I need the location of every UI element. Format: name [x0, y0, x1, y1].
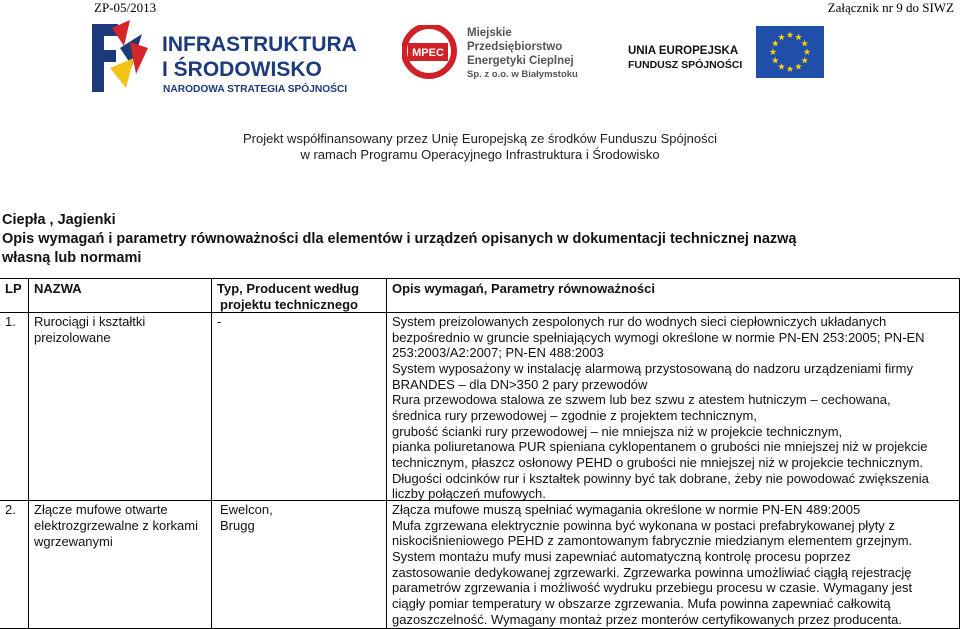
row-1-nazwa-line-1: Rurociągi i kształtki: [34, 314, 146, 329]
opis-line: liczby połączeń mufowych.: [392, 486, 546, 502]
opis-line: System montażu mufy musi zapewniać automatyczną kontrolę procesu poprzez: [392, 548, 851, 564]
header-nazwa: NAZWA: [34, 281, 82, 296]
opis-line: bezpośrednio w gruncie spełniających wymogi określone w normie PN-EN 253:2005; PN-EN: [392, 329, 925, 345]
fe-line-2: I ŚRODOWISKO: [162, 58, 322, 81]
opis-line: zastosowanie dedykowanej zgrzewarki. Zgrzewarka powinna umożliwiać ciągłą rejestrację: [392, 564, 912, 580]
opis-line: średnica rury przewodowej – zgodnie z projektem technicznym,: [392, 407, 757, 423]
opis-line: ciągły pomiar temperatury w obszarze zgrzewania. Mufa powinna zapewniać całkowitą: [392, 595, 891, 611]
opis-line: System wyposażony w instalację alarmową przystosowaną do nadzoru urządzeniami firmy: [392, 360, 913, 376]
mpec-line-2: Przedsiębiorstwo: [467, 41, 563, 53]
row-1-nazwa-line-2: preizolowane: [34, 330, 111, 345]
row-2-typ-line-2: Brugg: [220, 518, 255, 533]
mpec-logo: [402, 25, 592, 83]
opis-line: technicznym, płaszcz osłonowy PEHD o grubości nie mniejszej niż w projekcie technicznym.: [392, 454, 924, 470]
document-title-location: Ciepła , Jagienki: [2, 212, 116, 228]
opis-line: System preizolowanych zespolonych rur do wodnych sieci ciepłowniczych układanych: [392, 314, 887, 329]
ue-line-1: UNIA EUROPEJSKA: [628, 45, 739, 57]
header-typ-line-1: Typ, Producent według: [217, 281, 360, 296]
opis-line: Rura przewodowa stalowa ze szwem lub bez szwu z atestem hutniczym – cechowana,: [392, 392, 891, 408]
header-lp: LP: [5, 281, 22, 296]
attachment-label: Załącznik nr 9 do SIWZ: [827, 0, 954, 15]
opis-line: 253:2003/A2:2007; PN-EN 488:2003: [392, 345, 604, 361]
opis-line: niskocišnieniowego PEHD z zamontowanym fabrycznie miedzianym elementem grzejnym.: [392, 533, 913, 549]
header-typ-line-2: projektu technicznego: [220, 297, 358, 312]
row-2-nazwa-line-1: Złącze mufowe otwarte: [34, 502, 168, 517]
mpec-line-4: Sp. z o.o. w Białymstoku: [467, 69, 578, 80]
row-2-nazwa-line-2: elektrozgrzewalne z korkami: [34, 518, 199, 533]
funding-statement-line-2: w ramach Programu Operacyjnego Infrastruktura i Środowisko: [300, 147, 660, 162]
infrastruktura-srodowisko-logo: [90, 18, 365, 98]
opis-line: parametrów zgrzewania i możliwość wydruku przebiegu procesu w czasie. Wymagany jest: [392, 580, 913, 596]
opis-line: pianka poliuretanowa PUR spieniana cyklopentanem o grubości nie mniejszej niż w projekcie: [392, 439, 928, 455]
ue-line-2: FUNDUSZ SPÓJNOŚCI: [628, 59, 743, 71]
document-number: ZP-05/2013: [94, 0, 157, 15]
table-header-divider: [0, 312, 960, 313]
table-border-top: [0, 278, 960, 279]
mpec-line-1: Miejskie: [467, 27, 512, 39]
header-opis: Opis wymagań, Parametry równoważności: [392, 281, 655, 296]
opis-line: grubość ścianki rury przewodowej – nie mniejsza niż w projekcie technicznym,: [392, 423, 843, 439]
opis-line: Złącza mufowe muszą spełniać wymagania określone w normie PN-EN 489:2005: [392, 502, 861, 517]
mpec-emblem-icon: [404, 26, 454, 76]
opis-line: gazoszczelność. Wymagany montaż przez monterów certyfikowanych przez producenta.: [392, 611, 902, 627]
row-2-typ-line-1: Ewelcon,: [220, 502, 273, 517]
opis-line: Mufa zgrzewana elektrycznie powinna być wykonana w postaci prefabrykowanej płyty z: [392, 517, 895, 533]
row-2-lp: 2.: [5, 502, 16, 517]
row-2-nazwa-line-3: wgrzewanymi: [34, 534, 113, 549]
eu-flag-icon: [756, 26, 824, 78]
table-col-divider-3: [386, 278, 387, 629]
document-title-line-2: własną lub normami: [2, 250, 142, 266]
table-col-divider-1: [28, 278, 29, 629]
opis-line: BRANDES – dla DN>350 2 pary przewodów: [392, 376, 648, 392]
document-title-line-1: Opis wymagań i parametry równoważności dla elementów i urządzeń opisanych w dokumentacji technicznej nazwą: [2, 231, 797, 247]
mpec-line-3: Energetyki Cieplnej: [467, 55, 574, 67]
row-1-lp: 1.: [5, 314, 16, 329]
mpec-badge: MPEC: [412, 47, 444, 59]
fe-line-3: NARODOWA STRATEGIA SPÓJNOŚCI: [163, 84, 348, 95]
row-1-typ: -: [217, 314, 222, 329]
opis-line: Długości odcinków rur i kształtek powinny być tak dobrane, żeby nie powodować zwiększenia: [392, 470, 929, 486]
fe-emblem-icon: [92, 20, 148, 92]
fe-line-1: INFRASTRUKTURA: [162, 33, 357, 56]
unia-europejska-text-logo: [628, 42, 753, 72]
funding-statement-line-1: Projekt współfinansowany przez Unię Europejską ze środków Funduszu Spójności: [242, 131, 718, 146]
table-col-divider-2: [211, 278, 212, 629]
